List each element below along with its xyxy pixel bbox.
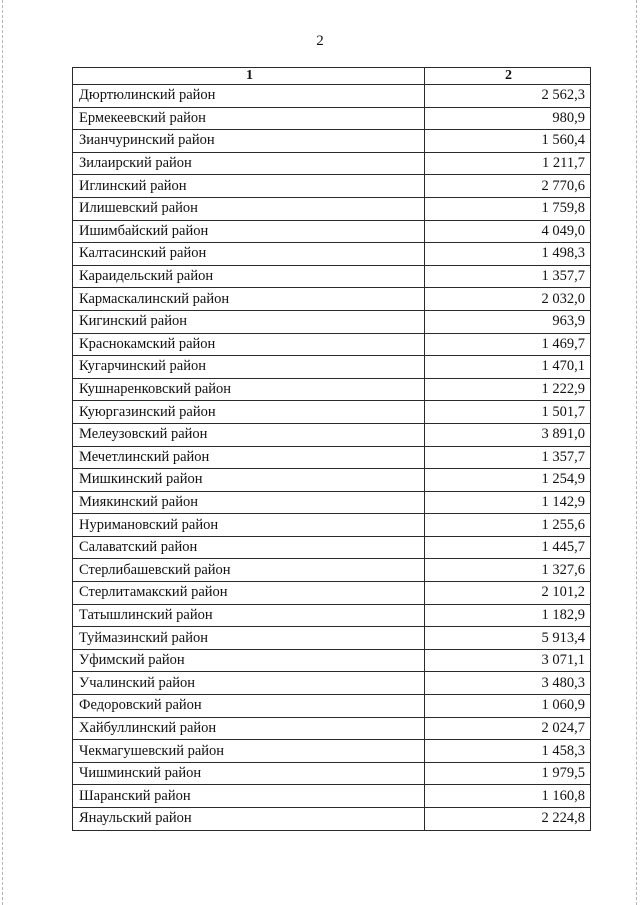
district-value-cell: 1 222,9	[425, 378, 591, 401]
district-value-cell: 1 357,7	[425, 265, 591, 288]
district-name-cell: Мелеузовский район	[73, 423, 425, 446]
table-header-row	[73, 68, 591, 85]
table-row	[73, 808, 591, 831]
district-value-cell: 1 759,8	[425, 197, 591, 220]
table-row	[73, 197, 591, 220]
district-values-table	[72, 67, 591, 831]
district-name-cell: Калтасинский район	[73, 243, 425, 266]
district-name-cell: Мечетлинский район	[73, 446, 425, 469]
district-value-cell: 1 327,6	[425, 559, 591, 582]
district-value-cell: 1 458,3	[425, 740, 591, 763]
district-name-cell: Мишкинский район	[73, 469, 425, 492]
district-name-cell: Салаватский район	[73, 536, 425, 559]
table-row	[73, 401, 591, 424]
district-name-cell: Кигинский район	[73, 310, 425, 333]
district-name-cell: Янаульский район	[73, 808, 425, 831]
district-value-cell: 4 049,0	[425, 220, 591, 243]
district-value-cell: 2 562,3	[425, 85, 591, 108]
table-row	[73, 310, 591, 333]
scan-edge-left	[2, 0, 3, 905]
table-row	[73, 265, 591, 288]
district-name-cell: Зианчуринский район	[73, 130, 425, 153]
district-name-cell: Куюргазинский район	[73, 401, 425, 424]
district-value-cell: 2 032,0	[425, 288, 591, 311]
district-name-cell: Илишевский район	[73, 197, 425, 220]
table-row	[73, 356, 591, 379]
table-row	[73, 423, 591, 446]
district-name-cell: Зилаирский район	[73, 152, 425, 175]
table-row	[73, 649, 591, 672]
table-row	[73, 717, 591, 740]
district-name-cell: Кугарчинский район	[73, 356, 425, 379]
district-name-cell: Ермекеевский район	[73, 107, 425, 130]
district-value-cell: 1 254,9	[425, 469, 591, 492]
district-value-cell: 1 211,7	[425, 152, 591, 175]
district-name-cell: Стерлибашевский район	[73, 559, 425, 582]
table-row	[73, 469, 591, 492]
district-name-cell: Учалинский район	[73, 672, 425, 695]
district-value-cell: 1 469,7	[425, 333, 591, 356]
district-value-cell: 1 357,7	[425, 446, 591, 469]
table-row	[73, 627, 591, 650]
district-name-cell: Кармаскалинский район	[73, 288, 425, 311]
district-value-cell: 1 160,8	[425, 785, 591, 808]
table-row	[73, 559, 591, 582]
district-value-cell: 3 071,1	[425, 649, 591, 672]
table-row	[73, 333, 591, 356]
district-name-cell: Караидельский район	[73, 265, 425, 288]
district-value-cell: 980,9	[425, 107, 591, 130]
district-value-cell: 1 445,7	[425, 536, 591, 559]
district-value-cell: 2 024,7	[425, 717, 591, 740]
table-row	[73, 446, 591, 469]
table-row	[73, 288, 591, 311]
district-value-cell: 1 560,4	[425, 130, 591, 153]
table-row	[73, 243, 591, 266]
district-name-cell: Хайбуллинский район	[73, 717, 425, 740]
district-value-cell: 1 255,6	[425, 514, 591, 537]
column-header-2: 2	[425, 68, 591, 85]
table-row	[73, 514, 591, 537]
district-name-cell: Чишминский район	[73, 762, 425, 785]
district-name-cell: Дюртюлинский район	[73, 85, 425, 108]
district-value-cell: 1 470,1	[425, 356, 591, 379]
table-row	[73, 604, 591, 627]
district-value-cell: 1 182,9	[425, 604, 591, 627]
scan-edge-right	[636, 0, 637, 905]
table-row	[73, 491, 591, 514]
district-name-cell: Чекмагушевский район	[73, 740, 425, 763]
table-row	[73, 130, 591, 153]
table-row	[73, 762, 591, 785]
district-value-cell: 3 891,0	[425, 423, 591, 446]
district-name-cell: Миякинский район	[73, 491, 425, 514]
table-row	[73, 582, 591, 605]
district-name-cell: Кушнаренковский район	[73, 378, 425, 401]
district-name-cell: Иглинский район	[73, 175, 425, 198]
table-row	[73, 740, 591, 763]
district-value-cell: 1 501,7	[425, 401, 591, 424]
district-name-cell: Шаранский район	[73, 785, 425, 808]
table-row	[73, 785, 591, 808]
district-value-cell: 1 498,3	[425, 243, 591, 266]
table-row	[73, 152, 591, 175]
table-row	[73, 695, 591, 718]
district-value-cell: 5 913,4	[425, 627, 591, 650]
district-name-cell: Туймазинский район	[73, 627, 425, 650]
district-name-cell: Татышлинский район	[73, 604, 425, 627]
page-number: 2	[316, 33, 324, 49]
district-name-cell: Краснокамский район	[73, 333, 425, 356]
table-row	[73, 220, 591, 243]
district-name-cell: Уфимский район	[73, 649, 425, 672]
district-name-cell: Федоровский район	[73, 695, 425, 718]
table-row	[73, 378, 591, 401]
column-header-1: 1	[73, 68, 425, 85]
district-name-cell: Нуримановский район	[73, 514, 425, 537]
district-value-cell: 2 770,6	[425, 175, 591, 198]
district-value-cell: 2 224,8	[425, 808, 591, 831]
table-row	[73, 536, 591, 559]
table-body	[73, 85, 591, 831]
table-row	[73, 672, 591, 695]
table-row	[73, 175, 591, 198]
district-value-cell: 963,9	[425, 310, 591, 333]
district-value-cell: 3 480,3	[425, 672, 591, 695]
table-row	[73, 107, 591, 130]
district-name-cell: Стерлитамакский район	[73, 582, 425, 605]
district-name-cell: Ишимбайский район	[73, 220, 425, 243]
table-row	[73, 85, 591, 108]
district-value-cell: 1 142,9	[425, 491, 591, 514]
district-value-cell: 1 979,5	[425, 762, 591, 785]
district-value-cell: 2 101,2	[425, 582, 591, 605]
district-value-cell: 1 060,9	[425, 695, 591, 718]
